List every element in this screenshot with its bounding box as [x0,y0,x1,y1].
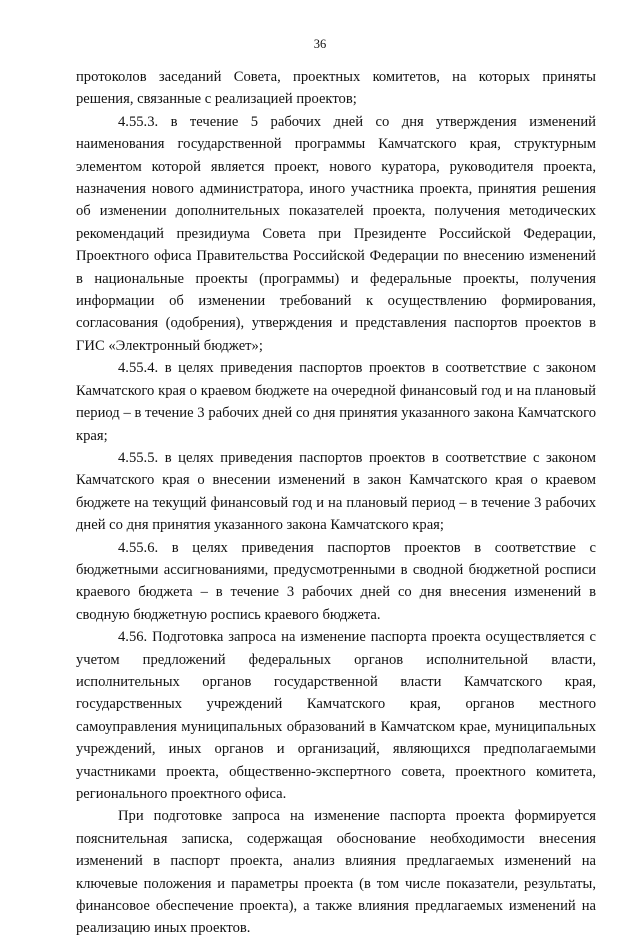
page-number: 36 [313,37,327,51]
paragraph-continuation: протоколов заседаний Совета, проектных комитетов, на которых приняты решения, связанные с реализацией проектов; [76,69,596,108]
paragraph-4-55-5: 4.55.5. в целях приведения паспортов проектов в соответствие с законом Камчатского края о внесении изменений в закон Камчатского края о краевом бюджете на текущий финансовый год и на плановый период – в течение 3 рабочих дней со дня принятия указанного закона Камчатского края; [76,449,596,534]
paragraph-4-55-3: 4.55.3. в течение 5 рабочих дней со дня утверждения изменений наименования государственной программы Камчатского края, структурным элементом которой является проект, нового куратора, руководителя проекта, назначения нового администратора, иного участника проекта, принятия решения об изменении дополнительных показателей проекта, получения методических рекомендаций президиума Совета при Президенте Российской Федерации, Проектного офиса Правительства Российской Федерации по внесению изменений в национальные проекты (программы) и федеральные проекты, получения информации об изменении требований к осуществлению формирования, согласования (одобрения), утверждения и представления паспортов проектов в ГИС «Электронный бюджет»; [76,113,596,354]
paragraph-4-55-6: 4.55.6. в целях приведения паспортов проектов в соответствие с бюджетными ассигнованиями, предусмотренными в сводной бюджетной росписи краевого бюджета – в течение 3 рабочих дней со дня внесения изменений в сводную бюджетную роспись краевого бюджета. [76,539,596,623]
paragraph-4-56: 4.56. Подготовка запроса на изменение паспорта проекта осуществляется с учетом предложений федеральных органов исполнительной власти, исполнительных органов государственной власти Камчатского края, государственных учреждений Камчатского края, органов местного самоуправления муниципальных образований в Камчатском крае, муниципальных учреждений, иных органов и организаций, являющихся предполагаемыми участниками проекта, общественно-экспертного совета, проектного комитета, регионального проектного офиса. [76,629,596,802]
document-body [76,66,596,940]
paragraph-explanatory-note: При подготовке запроса на изменение паспорта проекта формируется пояснительная записка, содержащая обоснование необходимости внесения изменений в паспорт проекта, анализ влияния предлагаемых изменений на ключевые положения и параметры проекта (в том числе показатели, результаты, финансовое обеспечение проекта), а также влияния предлагаемых изменений на реализацию иных проектов. [76,808,596,937]
paragraph-4-55-4: 4.55.4. в целях приведения паспортов проектов в соответствие с законом Камчатского края о краевом бюджете на очередной финансовый год и на плановый период – в течение 3 рабочих дней со дня принятия указанного закона Камчатского края; [76,360,596,444]
